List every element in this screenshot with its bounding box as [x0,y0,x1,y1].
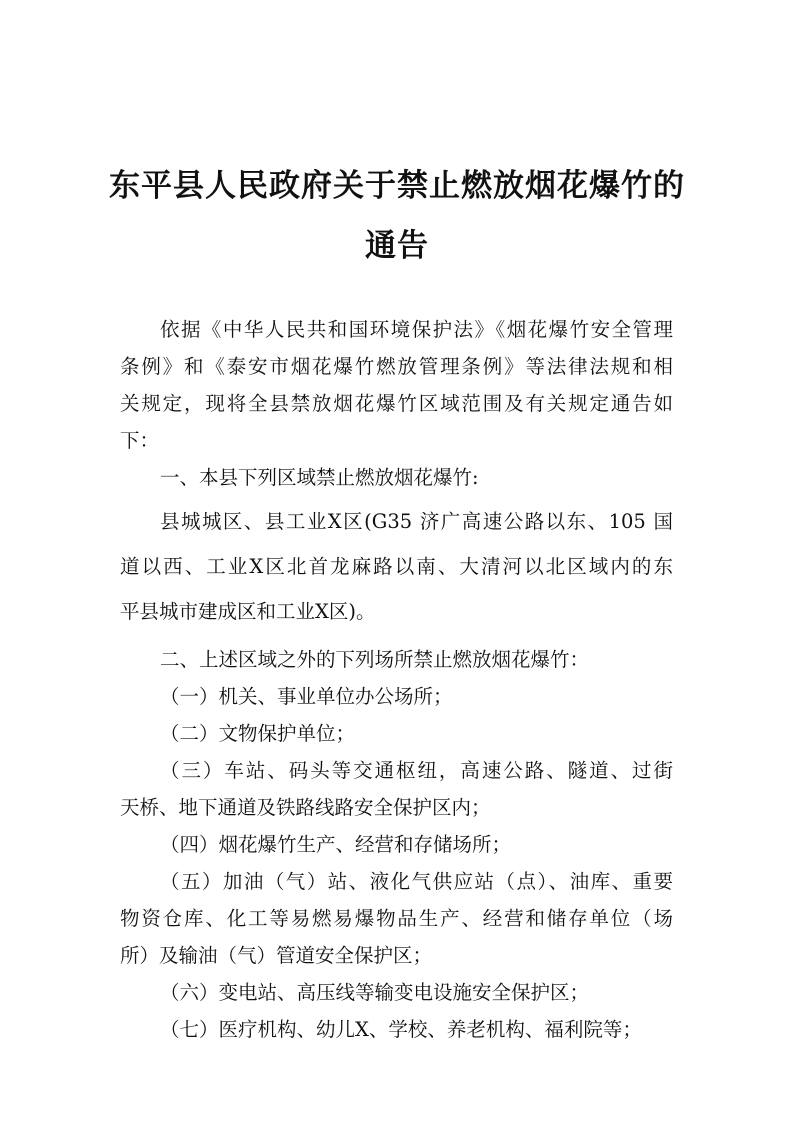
document-title-line-1: 东平县人民政府关于禁止燃放烟花爆竹的 [109,168,685,204]
list-item: （二）文物保护单位； [160,722,356,745]
paragraph-line: 平县城市建成区和工业X区)。 [120,600,376,623]
list-item: （四）烟花爆竹生产、经营和存储场所； [160,833,512,856]
list-item: （一）机关、事业单位办公场所； [160,685,453,708]
list-item: （七）医疗机构、幼儿X、学校、养老机构、福利院等； [160,1018,642,1041]
section-heading: 一、本县下列区域禁止燃放烟花爆竹: [160,466,479,489]
paragraph-line: 关规定，现将全县禁放烟花爆竹区域范围及有关规定通告如 [120,392,673,415]
paragraph-line: 道以西、工业X区北首龙麻路以南、大清河以北区域内的东 [120,555,673,578]
list-item: （六）变电站、高压线等输变电设施安全保护区； [160,981,590,1004]
section-heading: 二、上述区域之外的下列场所禁止燃放烟花爆竹： [160,648,590,671]
list-item-continuation: 天桥、地下通道及铁路线路安全保护区内； [120,796,491,819]
list-item-continuation: 物资仓库、化工等易燃易爆物品生产、经营和储存单位（场 [120,907,673,930]
list-item-continuation: 所）及输油（气）管道安全保护区； [120,944,433,967]
list-item: （五）加油（气）站、液化气供应站（点）、油库、重要 [160,870,673,893]
paragraph-line: 依据《中华人民共和国环境保护法》《烟花爆竹安全管理 [160,318,673,341]
paragraph-line: 条例》和《泰安市烟花爆竹燃放管理条例》等法律法规和相 [120,355,673,378]
paragraph-line: 县城城区、县工业X区(G35 济广高速公路以东、105 国 [160,510,673,533]
list-item: （三）车站、码头等交通枢纽，高速公路、隧道、过街 [160,759,673,782]
document-title-line-2: 通告 [365,228,429,264]
paragraph-line: 下： [120,429,160,452]
